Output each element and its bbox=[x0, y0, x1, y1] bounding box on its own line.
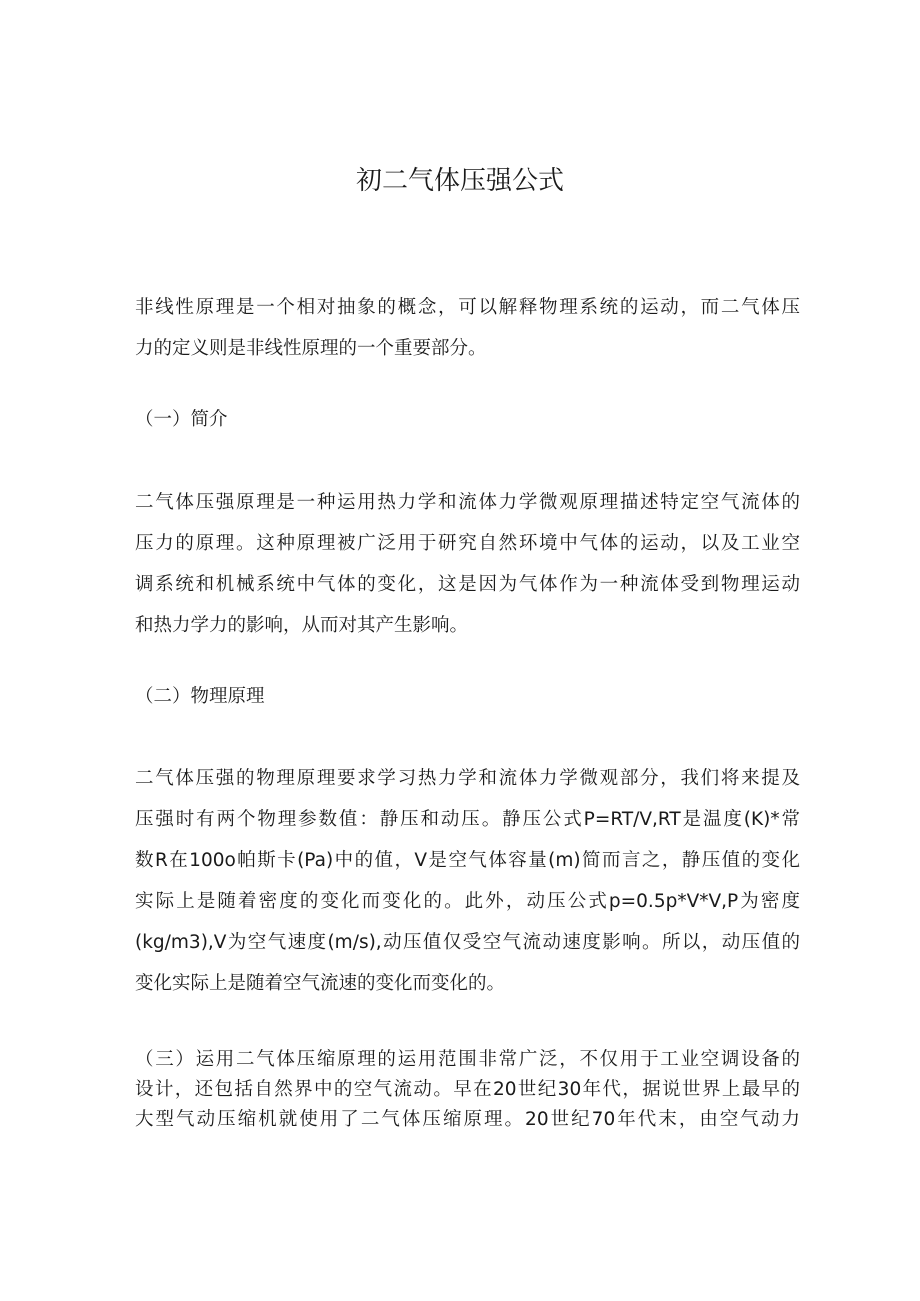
paragraph-line: 实际上是随着密度的变化而变化的。此外，动压公式p=0.5p*V*V,P为密度 bbox=[135, 891, 800, 912]
paragraph-line: 变化实际上是随着空气流速的变化而变化的。 bbox=[135, 973, 506, 994]
paragraph-line: 设计，还包括自然界中的空气流动。早在20世纪30年代，据说世界上最早的 bbox=[135, 1079, 800, 1100]
paragraph-physics-body bbox=[135, 758, 800, 1004]
paragraph-line: （三）运用二气体压缩原理的运用范围非常广泛，不仅用于工业空调设备的 bbox=[135, 1049, 800, 1070]
paragraph-line: 二气体压强的物理原理要求学习热力学和流体力学微观部分，我们将来提及 bbox=[135, 768, 800, 789]
paragraph-line: 大型气动压缩机就使用了二气体压缩原理。20世纪70年代末，由空气动力 bbox=[135, 1109, 800, 1130]
paragraph-line: 二气体压强原理是一种运用热力学和流体力学微观原理描述特定空气流体的 bbox=[135, 492, 800, 513]
document-title: 初二气体压强公式 bbox=[355, 166, 564, 196]
paragraph-line: 压强时有两个物理参数值：静压和动压。静压公式P=RT/V,RT是温度(K)*常 bbox=[135, 809, 800, 830]
section-heading-intro: （一）简介 bbox=[135, 409, 228, 430]
paragraph-application bbox=[135, 1045, 800, 1135]
paragraph-intro-body bbox=[135, 482, 800, 646]
section-heading-physics: （二）物理原理 bbox=[135, 686, 265, 707]
paragraph-line: 压力的原理。这种原理被广泛用于研究自然环境中气体的运动，以及工业空 bbox=[135, 533, 800, 554]
paragraph-line: 力的定义则是非线性原理的一个重要部分。 bbox=[135, 338, 487, 359]
paragraph-line: 调系统和机械系统中气体的变化，这是因为气体作为一种流体受到物理运动 bbox=[135, 574, 800, 595]
paragraph-intro bbox=[135, 287, 800, 369]
paragraph-line: 数R在100o帕斯卡(Pa)中的值，V是空气体容量(m)简而言之，静压值的变化 bbox=[135, 850, 800, 871]
paragraph-line: 非线性原理是一个相对抽象的概念，可以解释物理系统的运动，而二气体压 bbox=[135, 297, 800, 318]
paragraph-line: 和热力学力的影响，从而对其产生影响。 bbox=[135, 615, 469, 636]
paragraph-line: (kg/m3),V为空气速度(m/s),动压值仅受空气流动速度影响。所以，动压值的 bbox=[135, 932, 800, 953]
